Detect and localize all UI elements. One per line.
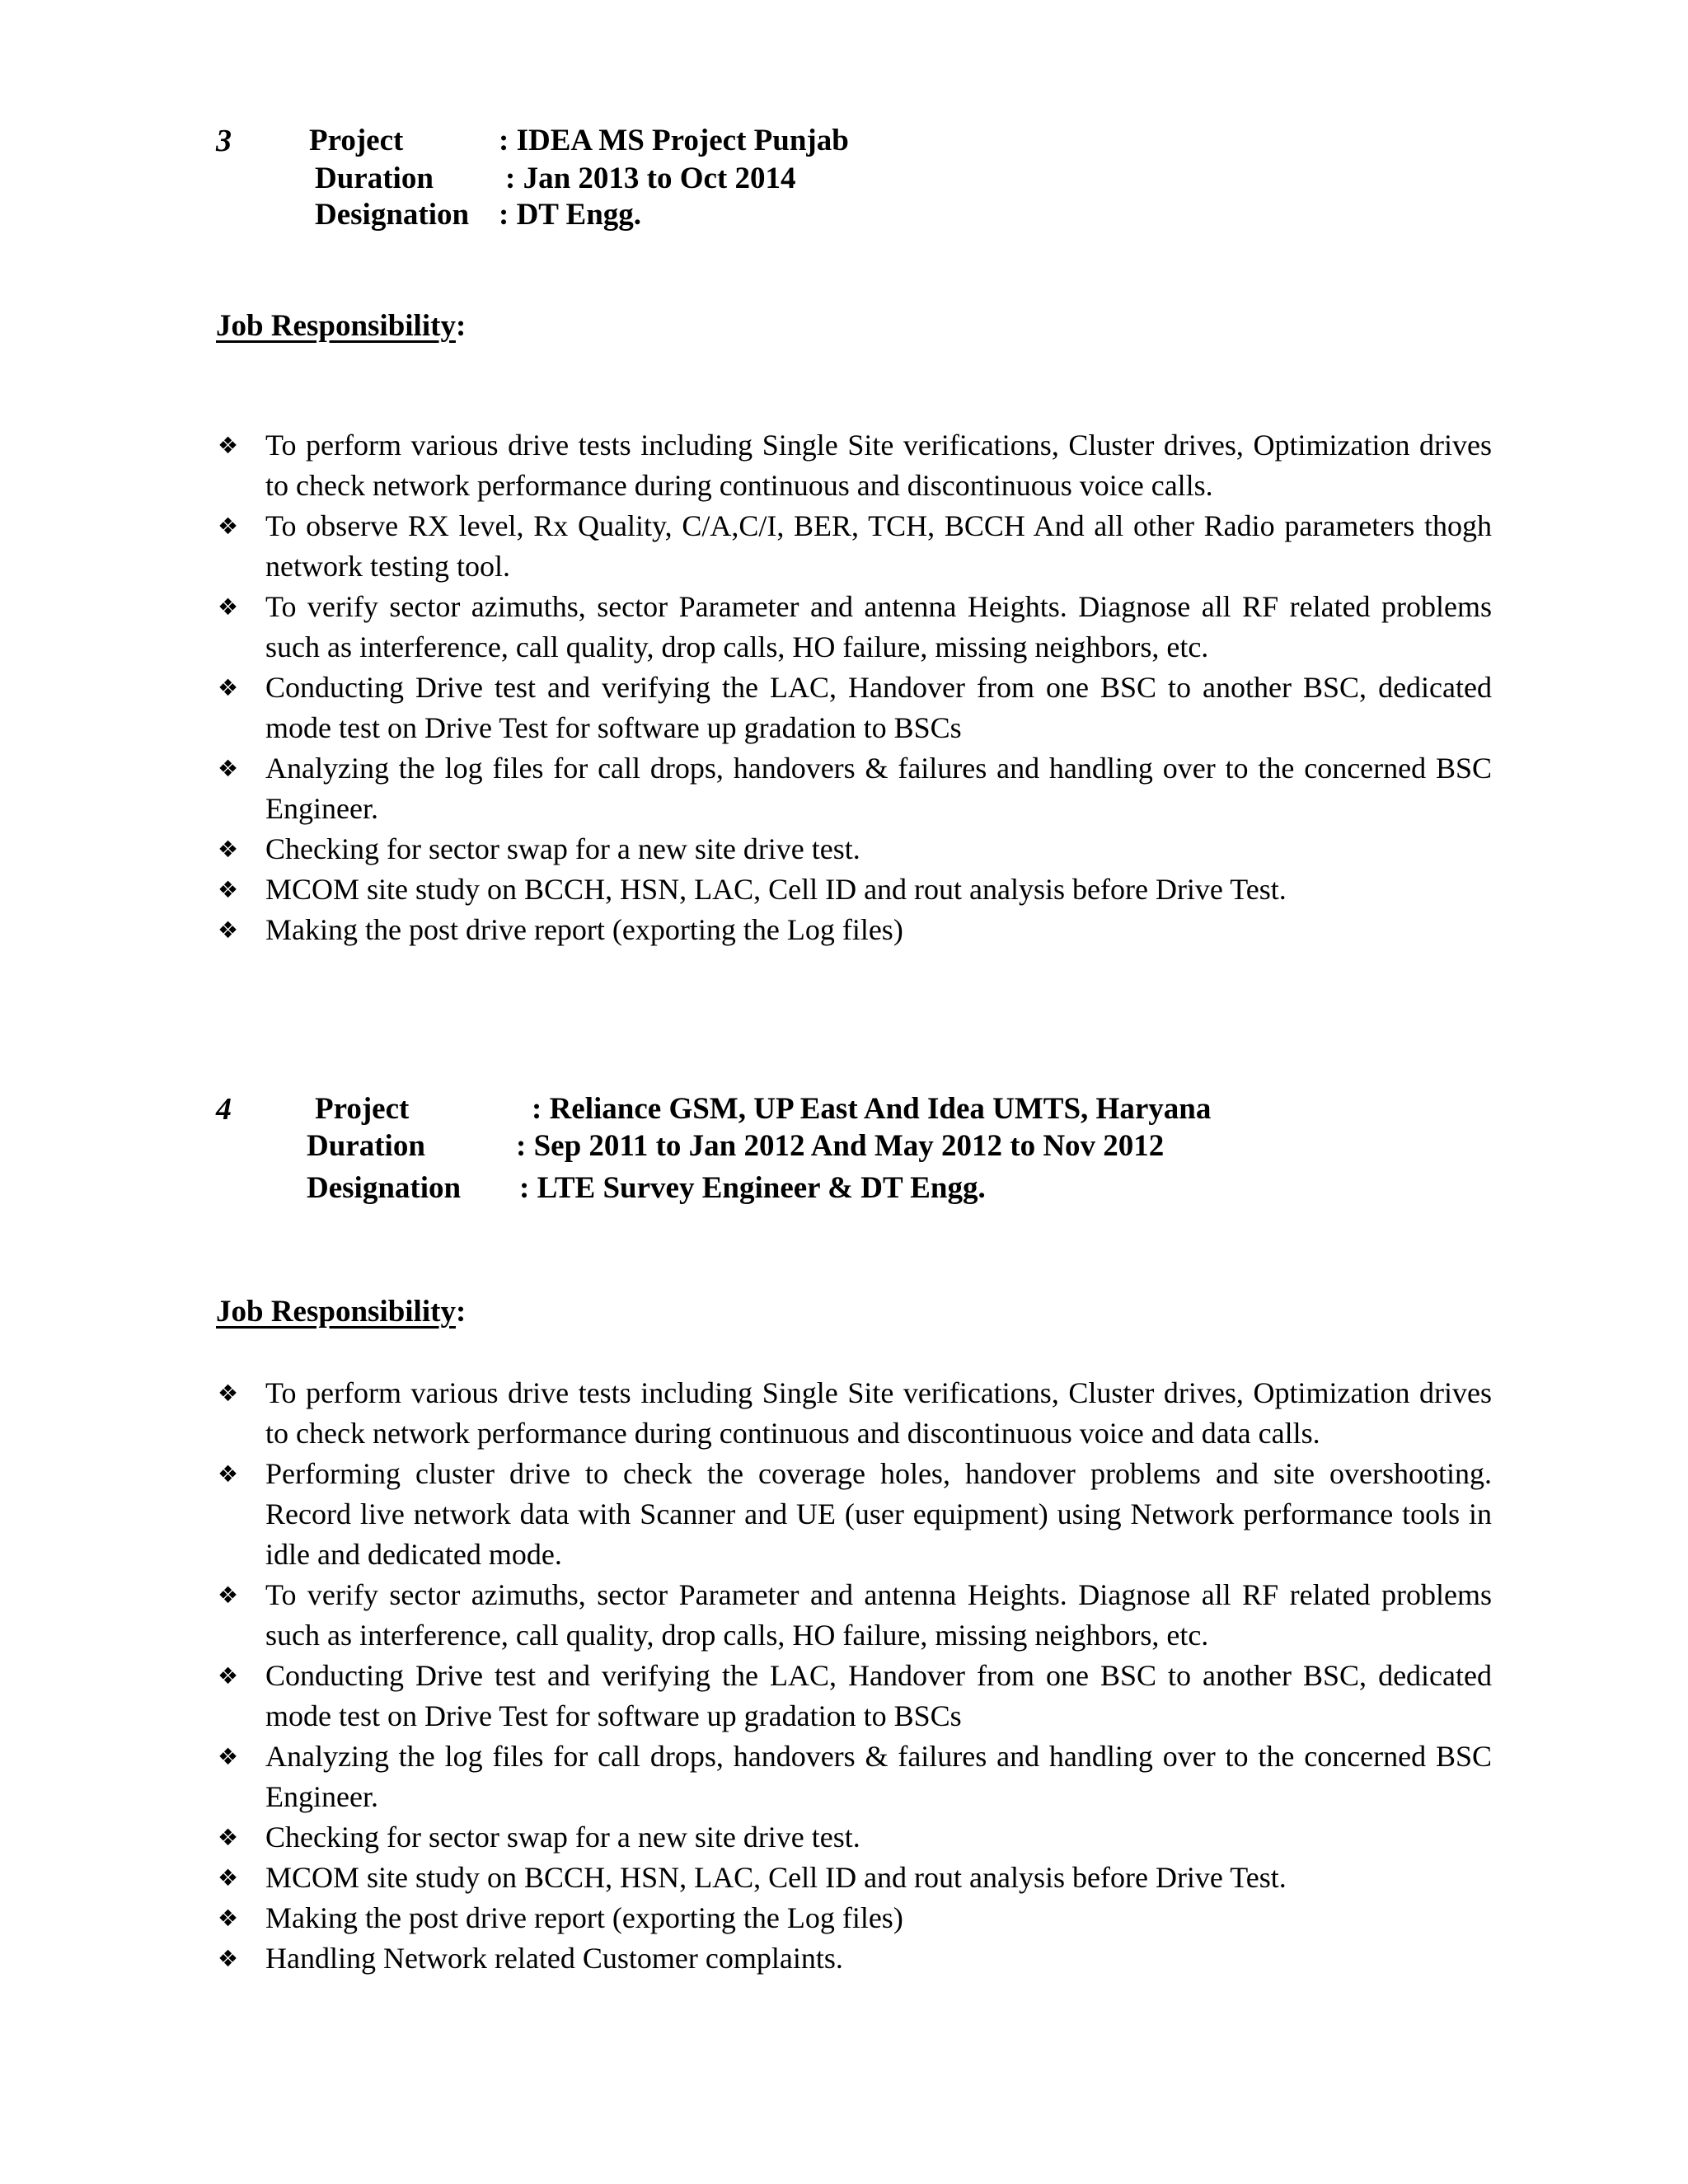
designation-row [315, 196, 642, 234]
diamond-bullet-icon: ❖ [218, 432, 239, 459]
diamond-bullet-icon: ❖ [218, 1582, 239, 1609]
list-item-text: Conducting Drive test and verifying the LAC, Handover from one BSC to another BSC, dedicated mode test on Drive Test for software up gradation to BSCs [265, 671, 1492, 744]
project-4-header [216, 1090, 1452, 1214]
diamond-bullet-icon: ❖ [218, 916, 239, 944]
duration-row [315, 160, 796, 198]
list-item [216, 869, 1492, 910]
project-value: : IDEA MS Project Punjab [499, 124, 849, 157]
project-label: Project [309, 124, 404, 157]
list-item [216, 910, 1492, 950]
list-item-text: To perform various drive tests including Single Site verifications, Cluster drives, Optimization drives to check network performance during continuous and discontinuous voice and data calls. [265, 1376, 1492, 1450]
designation-value: : DT Engg. [499, 198, 642, 232]
list-item-text: Conducting Drive test and verifying the LAC, Handover from one BSC to another BSC, dedicated mode test on Drive Test for software up gradation to BSCs [265, 1659, 1492, 1732]
designation-label: Designation [307, 1171, 462, 1205]
job-responsibility-title: Job Responsibility [216, 309, 456, 343]
diamond-bullet-icon: ❖ [218, 1824, 239, 1851]
list-item-text: Analyzing the log files for call drops, handovers & failures and handling over to the concerned BSC Engineer. [265, 1740, 1492, 1813]
job-responsibility-heading [216, 1293, 466, 1331]
diamond-bullet-icon: ❖ [218, 1380, 239, 1407]
list-item-text: To observe RX level, Rx Quality, C/A,C/I, BER, TCH, BCCH And all other Radio parameters thogh network testing tool. [265, 509, 1492, 583]
project-row [309, 122, 849, 160]
list-item [216, 668, 1492, 748]
project-number: 4 [216, 1092, 232, 1127]
diamond-bullet-icon: ❖ [218, 1945, 239, 1972]
duration-label: Duration [315, 162, 434, 195]
responsibility-list-2 [216, 1373, 1492, 1979]
list-item [216, 829, 1492, 869]
list-item-text: Handling Network related Customer complaints. [265, 1942, 843, 1975]
diamond-bullet-icon: ❖ [218, 593, 239, 621]
diamond-bullet-icon: ❖ [218, 1905, 239, 1932]
designation-row [307, 1169, 986, 1207]
duration-label: Duration [307, 1129, 425, 1163]
designation-value: : LTE Survey Engineer & DT Engg. [519, 1171, 986, 1205]
duration-value: : Jan 2013 to Oct 2014 [505, 162, 796, 195]
diamond-bullet-icon: ❖ [218, 1864, 239, 1891]
list-item-text: Making the post drive report (exporting the Log files) [265, 1901, 903, 1934]
project-row [315, 1090, 1212, 1128]
list-item [216, 1575, 1492, 1656]
designation-label: Designation [315, 198, 470, 232]
list-item [216, 506, 1492, 587]
list-item-text: To perform various drive tests including Single Site verifications, Cluster drives, Optimization drives to check network performance during continuous and discontinuous voice calls. [265, 429, 1492, 502]
list-item [216, 1373, 1492, 1454]
list-item [216, 1898, 1492, 1938]
list-item [216, 748, 1492, 829]
list-item [216, 1938, 1492, 1979]
project-label: Project [315, 1092, 410, 1126]
list-item [216, 1858, 1492, 1898]
diamond-bullet-icon: ❖ [218, 1743, 239, 1770]
heading-colon: : [455, 1295, 467, 1329]
diamond-bullet-icon: ❖ [218, 755, 239, 782]
list-item [216, 587, 1492, 668]
diamond-bullet-icon: ❖ [218, 513, 239, 540]
list-item-text: To verify sector azimuths, sector Parameter and antenna Heights. Diagnose all RF related problems such as interference, call quality, drop calls, HO failure, missing neighbors, etc. [265, 1578, 1492, 1652]
list-item [216, 425, 1492, 506]
heading-colon: : [455, 309, 467, 343]
list-item-text: To verify sector azimuths, sector Parameter and antenna Heights. Diagnose all RF related problems such as interference, call quality, drop calls, HO failure, missing neighbors, etc. [265, 590, 1492, 663]
diamond-bullet-icon: ❖ [218, 674, 239, 701]
diamond-bullet-icon: ❖ [218, 876, 239, 903]
list-item-text: Analyzing the log files for call drops, handovers & failures and handling over to the concerned BSC Engineer. [265, 752, 1492, 825]
list-item-text: Performing cluster drive to check the coverage holes, handover problems and site overshooting. Record live network data with Scanner and UE (user equipment) using Network performance tools in idle and dedicated mode. [265, 1457, 1492, 1571]
diamond-bullet-icon: ❖ [218, 836, 239, 863]
list-item [216, 1454, 1492, 1575]
list-item-text: Checking for sector swap for a new site drive test. [265, 1821, 860, 1854]
duration-row [307, 1127, 1165, 1165]
list-item-text: MCOM site study on BCCH, HSN, LAC, Cell ID and rout analysis before Drive Test. [265, 1861, 1287, 1894]
job-responsibility-heading [216, 307, 466, 345]
diamond-bullet-icon: ❖ [218, 1460, 239, 1488]
duration-value: : Sep 2011 to Jan 2012 And May 2012 to Nov 2012 [516, 1129, 1165, 1163]
project-3-header [216, 122, 1452, 237]
list-item [216, 1736, 1492, 1817]
project-value: : Reliance GSM, UP East And Idea UMTS, Haryana [532, 1092, 1212, 1126]
responsibility-list-1 [216, 425, 1492, 950]
list-item [216, 1817, 1492, 1858]
diamond-bullet-icon: ❖ [218, 1662, 239, 1690]
job-responsibility-title: Job Responsibility [216, 1295, 456, 1329]
list-item-text: Checking for sector swap for a new site drive test. [265, 832, 860, 865]
list-item-text: Making the post drive report (exporting the Log files) [265, 913, 903, 946]
list-item [216, 1656, 1492, 1736]
project-number: 3 [216, 124, 232, 158]
list-item-text: MCOM site study on BCCH, HSN, LAC, Cell ID and rout analysis before Drive Test. [265, 873, 1287, 906]
